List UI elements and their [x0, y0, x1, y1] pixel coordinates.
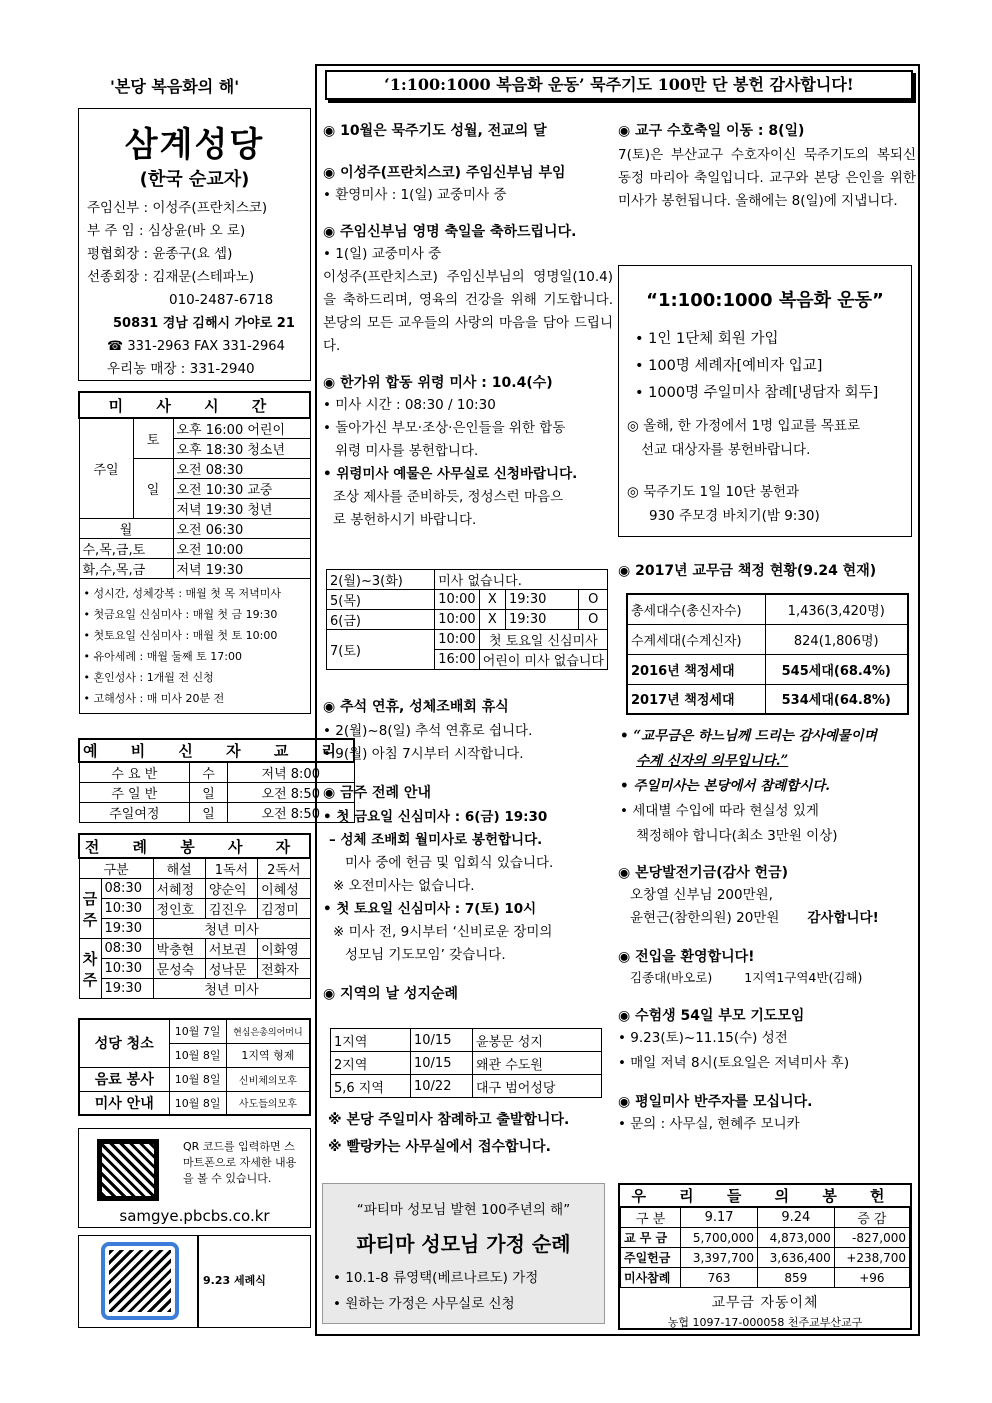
liturgy-rows1-0-3: 이혜성 [258, 879, 310, 899]
store: 우리농 매장 : 331-2940 [107, 361, 255, 377]
liturgy-table [78, 833, 311, 999]
col2-s2b: • 환영미사 : 1(일) 교중미사 중 [323, 187, 507, 203]
col3-off-f1: 교무금 자동이체 [711, 1295, 819, 1311]
catechism-rows-0-0: 수 요 반 [79, 762, 190, 783]
duty-3-0: 미사 안내 [79, 1091, 169, 1115]
col2-sched-r2-1: 10:00 [435, 590, 479, 610]
col2-s4b: • 돌아가신 부모·조상·은인들을 위한 합동 [323, 420, 566, 436]
col2-sched-r4-0: 7(토) [327, 630, 435, 670]
parish-staff-1-0: 부 주 임 [87, 223, 135, 239]
col3-off-rows-0-1: 5,700,000 [681, 1228, 758, 1248]
staff-list [87, 197, 295, 381]
col2-s6e: • 첫 토요일 신심미사 : 7(토) 10시 [323, 901, 537, 917]
col3-tithe-3-1: 534세대(64.8%) [765, 684, 908, 714]
parish-staff-1-1: 심상윤(바 오 로) [147, 223, 246, 239]
col2-pil-2-0: 5,6 지역 [331, 1075, 411, 1098]
liturgy-rows1-2-1: 청년 미사 [153, 919, 310, 939]
catechism-table [78, 738, 351, 823]
qr-code-2-icon[interactable] [101, 1242, 179, 1320]
col2-s4a: • 미사 시간 : 08:30 / 10:30 [323, 397, 496, 413]
col2-s3t: 이성주(프란치스코) 주임신부님의 영명일(10.4)을 축하드리며, 영육의 건강을 위해 기도합니다. 본당의 모든 교우들의 사랑의 마음을 담아 드립니다. [323, 269, 613, 354]
col2-s4d: • 위령미사 예물은 사무실로 신청바랍니다. [323, 466, 578, 482]
col2-fatima-t2: 파티마 성모님 가정 순례 [356, 1232, 571, 1256]
col3-off-head-0: 구 분 [621, 1207, 681, 1228]
liturgy-title: 전 례 봉 사 자 [79, 834, 310, 858]
right-column [618, 120, 916, 213]
catechism-rows-0-2: 저녁 8:00 [227, 762, 354, 783]
col3-s3c: 감사합니다! [807, 910, 879, 926]
col3-s5: ◉ 수험생 54일 부모 기도모임 [618, 1008, 805, 1024]
col2-s7a: ※ 본당 주일미사 참례하고 출발합니다. [328, 1112, 570, 1128]
col2-s6g: 성모님 기도모임’ 갖습니다. [345, 947, 506, 963]
staff-3: 평협회장 : 윤종구(요 셉) [87, 246, 233, 262]
sec-pilgrimage: ◉ 지역의 날 성지순례 [323, 986, 459, 1002]
mass-notes-2: • 첫토요일 신심미사 : 매월 첫 토 10:00 [83, 629, 278, 642]
col2-s4c: 위령 미사를 봉헌합니다. [335, 443, 479, 459]
liturgy-rows2-2-1: 청년 미사 [153, 979, 310, 999]
col2-pil-1-2: 왜관 수도원 [473, 1052, 602, 1075]
mass-notes [79, 579, 310, 714]
liturgy-head-0: 구분 [79, 858, 153, 879]
liturgy-rows2-0-3: 이화영 [258, 939, 310, 959]
col3-ev-b3: • 1000명 주일미사 참례[냉담자 회두] [635, 385, 879, 401]
col2-sched-r3-4: O [579, 610, 608, 630]
liturgy-rows2-0-1: 박충현 [153, 939, 205, 959]
address: 50831 경남 김해시 가야로 21 [113, 316, 295, 331]
mass-times [78, 391, 311, 714]
col3-s3: ◉ 본당발전기금(감사 헌금) [618, 865, 789, 881]
parish-name: 삼계성당 [124, 125, 265, 165]
col2-fatima-b1: • 10.1-8 류영택(베르나르도) 가정 [333, 1270, 539, 1286]
sec-liturgy-guide: ◉ 금주 전례 안내 [323, 785, 431, 801]
col3-off-title: 우 리 들 의 봉 헌 [621, 1185, 910, 1207]
schedule-table [326, 569, 608, 670]
col3-off-rows-2-3: +96 [834, 1268, 909, 1288]
catechism-title: 예 비 신 자 교 리 [79, 739, 354, 762]
col3-q1: • “교무금은 하느님께 드리는 감사예물이며 [620, 728, 877, 744]
sec-october: ◉ 10월은 묵주기도 성월, 전교의 달 [323, 123, 547, 139]
mass-mon_label: 월 [79, 519, 173, 539]
col2-sched-r3-2: X [479, 610, 505, 630]
col3-tithe-1-1: 824(1,806명) [765, 624, 908, 654]
qr-text: QR 코드를 입력하면 스마트폰으로 자세한 내용을 볼 수 있습니다. [183, 1140, 297, 1185]
col2-pil-0-2: 윤봉문 성지 [473, 1029, 602, 1052]
col3-ev-b2: • 100명 세례자[예비자 입교] [635, 358, 823, 374]
liturgy-next_week: 차주 [79, 939, 101, 999]
duty-2-0: 음료 봉사 [79, 1067, 169, 1091]
qr-box-2 [78, 1235, 311, 1328]
col3-tithe-0-0: 총세대수(총신자수) [627, 594, 765, 624]
col2-s4f: 로 봉헌하시기 바랍니다. [333, 512, 477, 528]
col2-sched-r1-1: 미사 없습니다. [435, 570, 608, 590]
liturgy-rows1-0-0: 08:30 [101, 879, 153, 899]
sec-new-pastor: ◉ 이성주(프란치스코) 주임신부님 부임 [323, 165, 566, 181]
col2-sched-r5-1: 어린이 미사 없습니다 [479, 650, 607, 670]
parish-staff-0-0: 주임신부 [87, 200, 140, 216]
parish-staff-2-0: 평협회장 [87, 246, 140, 262]
catechism-rows-0-1: 수 [190, 762, 228, 783]
col3-off-head-2: 9.24 [757, 1207, 834, 1228]
col2-pil-1-0: 2지역 [331, 1052, 411, 1075]
col3-ev-n2a: ◎ 묵주기도 1일 10단 봉헌과 [627, 484, 800, 500]
col3-s1t: 7(토)은 부산교구 수호자이신 묵주기도의 복되신 동정 마리아 축일입니다. 교구와 본당 은인을 위한 미사가 봉헌됩니다. 올해에는 8(일)에 지냅니다. [618, 147, 916, 209]
col3-tithe-3-0: 2017년 책정세대 [627, 684, 765, 714]
duty-0-1: 10월 7일 [169, 1019, 226, 1043]
liturgy-rows1-0-2: 양순익 [205, 879, 257, 899]
duty-3-1: 10월 8일 [169, 1091, 226, 1115]
col3-ev-n1a: ◎ 올해, 한 가정에서 1명 입교를 목표로 [627, 418, 860, 434]
col3-s6: ◉ 평일미사 반주자를 모십니다. [618, 1094, 813, 1110]
col3-s5a: • 9.23(토)~11.15(수) 성전 [618, 1030, 788, 1046]
col2-pil-0-0: 1지역 [331, 1029, 411, 1052]
col2-s6f: ※ 미사 전, 9시부터 ‘신비로운 장미의 [333, 924, 553, 940]
col3-ev-n2b: 930 주모경 바치기(밤 9:30) [649, 508, 820, 524]
mass-title: 미 사 시 간 [79, 392, 310, 418]
col2-sched-r4-2: 첫 토요일 신심미사 [479, 630, 607, 650]
col3-off-head-1: 9.17 [681, 1207, 758, 1228]
sunday-label: 주일 [79, 418, 133, 519]
banner: ‘1:100:1000 복음화 운동’ 묵주기도 100만 단 봉헌 감사합니다! [325, 70, 913, 100]
catechism-rows-2-1: 일 [190, 803, 228, 823]
staff-2: 부 주 임 : 심상윤(바 오 로) [87, 223, 246, 239]
liturgy-rows1-1-0: 10:30 [101, 899, 153, 919]
liturgy-rows1-1-1: 정인호 [153, 899, 205, 919]
mass-wed_label: 수,목,금,토 [79, 539, 173, 559]
col2-s5a: • 2(월)~8(일) 추석 연휴로 쉽니다. [323, 723, 533, 739]
col3-q3: • 주일미사는 본당에서 참례합시다. [620, 778, 831, 794]
col2-sched-r2-3: 19:30 [505, 590, 579, 610]
duty-table [78, 1018, 311, 1116]
tel: ☎ 331-2963 FAX 331-2964 [107, 339, 285, 354]
col3-off-rows-1-3: +238,700 [834, 1248, 909, 1268]
mass-rows-3: 오전 10:30 교중 [173, 479, 310, 499]
col2-s6c: 미사 중에 헌금 및 입회식 있습니다. [345, 855, 554, 871]
col2-s6a: • 첫 금요일 신심미사 : 6(금) 19:30 [323, 809, 548, 825]
qr-code-icon[interactable] [97, 1139, 159, 1201]
catechism-rows-1-1: 일 [190, 783, 228, 803]
col2-pil-0-1: 10/15 [411, 1029, 473, 1052]
col3-q4: • 세대별 수입에 따라 현실성 있게 [620, 803, 819, 819]
col2-fatima-t1: “파티마 성모님 발현 100주년의 해” [356, 1202, 571, 1218]
sec-tithe: ◉ 2017년 교무금 책정 현황(9.24 현재) [618, 563, 877, 579]
qr-box [78, 1128, 311, 1228]
col3-off-rows-0-0: 교 무 금 [621, 1228, 681, 1248]
col2-s5b: • 9(월) 아침 7시부터 시작합니다. [323, 746, 524, 762]
pilgrimage-table [330, 1028, 602, 1098]
liturgy-rows2-1-0: 10:30 [101, 959, 153, 979]
col2-sched-r2-2: X [479, 590, 505, 610]
year-theme: '본당 복음화의 해' [110, 77, 240, 96]
phone: 010-2487-6718 [169, 292, 274, 308]
col2-sched-r3-0: 6(금) [327, 610, 435, 630]
middle-column [323, 120, 613, 532]
duty-0-0: 성당 청소 [79, 1019, 169, 1067]
liturgy-rows2-2-0: 19:30 [101, 979, 153, 999]
parish-staff-3-0: 선종회장 [87, 269, 140, 285]
col2-sched-r5-0: 16:00 [435, 650, 479, 670]
col3-off-rows-2-2: 859 [757, 1268, 834, 1288]
parish-sub: (한국 순교자) [139, 169, 250, 190]
liturgy-rows1-0-1: 서혜정 [153, 879, 205, 899]
col2-sched-r1-0: 2(월)~3(화) [327, 570, 435, 590]
parish-staff-0-1: 이성주(프란치스코) [152, 200, 268, 216]
col3-tithe-1-0: 수계세대(수계신자) [627, 624, 765, 654]
liturgy-rows1-1-2: 김진우 [205, 899, 257, 919]
col3-ev-b1: • 1인 1단체 회원 가입 [635, 331, 779, 347]
mass-notes-0: • 성시간, 성체강복 : 매월 첫 목 저녁미사 [83, 587, 282, 600]
mass-rows-0: 오후 16:00 어린이 [173, 418, 310, 439]
liturgy-rows2-0-2: 서보권 [205, 939, 257, 959]
liturgy-head-2: 1독서 [205, 858, 257, 879]
col3-ev-title: “1:100:1000 복음화 운동” [646, 290, 884, 311]
duty-3-2: 사도들의모후 [226, 1091, 310, 1115]
qr-url[interactable]: samgye.pbcbs.co.kr [119, 1207, 270, 1225]
col3-off-f2: 농협 1097-17-000058 천주교부산교구 [667, 1316, 863, 1329]
col2-sched-r2-0: 5(목) [327, 590, 435, 610]
col3-s4b: 1지역1구역4반(김해) [744, 970, 863, 985]
mass-tue_label: 화,수,목,금 [79, 559, 173, 579]
parish-box [78, 108, 311, 381]
col2-s6b: – 성체 조배회 월미사로 봉헌합니다. [329, 832, 543, 848]
col2-sched-r4-1: 10:00 [435, 630, 479, 650]
sec-memorial: ◉ 한가위 합동 위령 미사 : 10.4(수) [323, 375, 553, 391]
evangelization-box [618, 265, 912, 537]
mass-rows-4: 저녁 19:30 청년 [173, 499, 310, 519]
mass-notes-5: • 고해성사 : 매 미사 20분 전 [83, 692, 225, 705]
col3-s3b: 윤현근(참한의원) 20만원 [630, 910, 780, 926]
col3-s4a: 김종대(바오로) [630, 970, 713, 985]
tithe-notes [620, 724, 877, 849]
liturgy-head-3: 2독서 [258, 858, 310, 879]
staff-4: 선종회장 : 김재문(스테파노) [87, 269, 255, 285]
liturgy-rows1-1-3: 김정미 [258, 899, 310, 919]
catechism-rows-2-2: 오전 8:50 [227, 803, 354, 823]
col2-pil-2-2: 대구 범어성당 [473, 1075, 602, 1098]
mass-tue: 저녁 19:30 [173, 559, 310, 579]
col2-sched-r2-4: O [579, 590, 608, 610]
col2-s3b: • 1(일) 교중미사 중 [323, 246, 442, 262]
mass-mon: 오전 06:30 [173, 519, 310, 539]
mass-notes-1: • 첫금요일 신심미사 : 매월 첫 금 19:30 [83, 608, 278, 621]
liturgy-head-1: 해설 [153, 858, 205, 879]
fatima-box [322, 1183, 605, 1324]
col3-s6a: • 문의 : 사무실, 현혜주 모니카 [618, 1116, 800, 1132]
sec-holiday: ◉ 추석 연휴, 성체조배회 휴식 [323, 699, 509, 715]
col2-pil-2-1: 10/22 [411, 1075, 473, 1098]
catechism-rows-1-0: 주 일 반 [79, 783, 190, 803]
col2-pil-1-1: 10/15 [411, 1052, 473, 1075]
col3-off-rows-0-3: -827,000 [834, 1228, 909, 1248]
mass-notes-3: • 유아세례 : 매월 둘째 토 17:00 [83, 650, 243, 663]
col3-s4: ◉ 전입을 환영합니다! [618, 949, 755, 965]
col3-off-rows-2-0: 미사참례 [621, 1268, 681, 1288]
col2-fatima-b2: • 원하는 가정은 사무실로 신청 [333, 1296, 515, 1312]
duty-1-2: 1지역 형제 [226, 1043, 310, 1067]
parish-staff-2-1: 윤종구(요 셉) [152, 246, 233, 262]
col3-off-head-3: 증 감 [834, 1207, 909, 1228]
col2-sched-r3-1: 10:00 [435, 610, 479, 630]
mass-rows-2: 오전 08:30 [173, 459, 310, 479]
sec-feast: ◉ 주임신부님 영명 축일을 축하드립니다. [323, 224, 577, 240]
col3-ev-n1b: 선교 대상자를 봉헌바랍니다. [641, 442, 811, 458]
middle-column-2 [323, 696, 613, 1003]
col3-off-rows-1-2: 3,636,400 [757, 1248, 834, 1268]
liturgy-this_week: 금주 [79, 879, 101, 939]
parish-staff-3-1: 김재문(스테파노) [152, 269, 255, 285]
col2-sched-r3-3: 19:30 [505, 610, 579, 630]
mass-notes-4: • 혼인성사 : 1개월 전 신청 [83, 671, 214, 684]
col3-tithe-0-1: 1,436(3,420명) [765, 594, 908, 624]
liturgy-rows2-1-3: 전화자 [258, 959, 310, 979]
col2-s7b: ※ 빨랑카는 사무실에서 접수합니다. [328, 1139, 551, 1155]
mass-rows-1: 오후 18:30 청소년 [173, 439, 310, 459]
catechism-rows-2-0: 주일여정 [79, 803, 190, 823]
sec-diocese-feast: ◉ 교구 수호축일 이동 : 8(일) [618, 123, 805, 139]
liturgy-rows2-0-0: 08:30 [101, 939, 153, 959]
tithe-table [626, 593, 909, 715]
col3-off-rows-0-2: 4,873,000 [757, 1228, 834, 1248]
duty-1-1: 10월 8일 [169, 1043, 226, 1067]
mass-sat: 토 [133, 418, 173, 459]
col2-s6d: ※ 오전미사는 없습니다. [333, 878, 475, 894]
duty-2-2: 신비체의모후 [226, 1067, 310, 1091]
liturgy-rows2-1-2: 성낙문 [205, 959, 257, 979]
offering-box [618, 1183, 912, 1330]
col3-tithe-2-1: 545세대(68.4%) [765, 654, 908, 684]
mass-wed: 오전 10:00 [173, 539, 310, 559]
catechism-rows-1-2: 오전 8:50 [227, 783, 354, 803]
col3-q5: 책정해야 합니다(최소 3만원 이상) [636, 828, 838, 844]
col2-s4e: 조상 제사를 준비하듯, 정성스런 마음으 [333, 489, 564, 505]
mass-sun: 일 [133, 459, 173, 519]
qr-caption: 9.23 세례식 [203, 1274, 266, 1287]
right-column-2 [618, 862, 916, 1136]
staff-1: 주임신부 : 이성주(프란치스코) [87, 200, 268, 216]
liturgy-rows1-2-0: 19:30 [101, 919, 153, 939]
duty-0-2: 현심은총의어머니 [226, 1019, 310, 1043]
col3-q2: 수계 신자의 의무입니다.” [636, 753, 789, 769]
col3-tithe-2-0: 2016년 책정세대 [627, 654, 765, 684]
col3-s3a: 오창열 신부님 200만원, [630, 887, 773, 903]
col3-off-rows-1-0: 주일헌금 [621, 1248, 681, 1268]
col3-off-rows-2-1: 763 [681, 1268, 758, 1288]
col3-off-rows-1-1: 3,397,700 [681, 1248, 758, 1268]
col3-s5b: • 매일 저녁 8시(토요일은 저녁미사 후) [618, 1055, 850, 1071]
duty-2-1: 10월 8일 [169, 1067, 226, 1091]
liturgy-rows2-1-1: 문성숙 [153, 959, 205, 979]
